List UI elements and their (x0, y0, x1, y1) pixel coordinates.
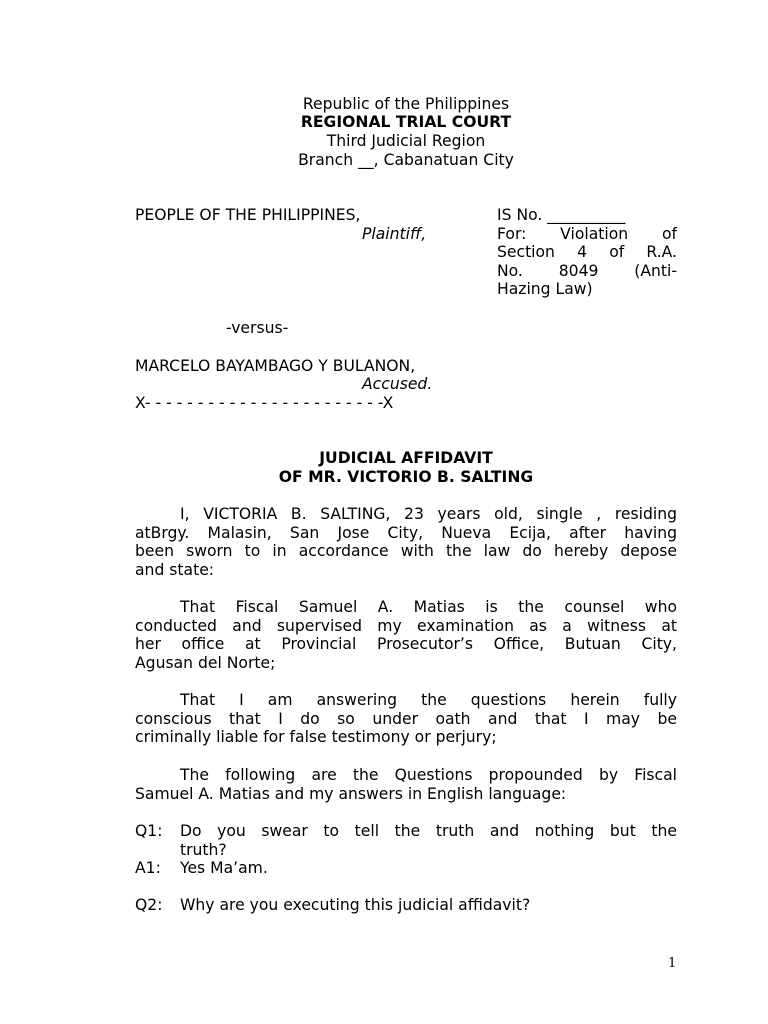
paragraph-questions-intro (135, 766, 677, 803)
plaintiff-name: PEOPLE OF THE PHILIPPINES, (135, 206, 361, 224)
question-label: Q1: (135, 822, 163, 840)
paragraph-intro (135, 505, 677, 579)
header-republic: Republic of the Philippines (302, 95, 510, 113)
paragraph-line: her office at Provincial Prosecutor’s Office, Butuan City, (135, 635, 677, 653)
paragraph-line: That Fiscal Samuel A. Matias is the counsel who (180, 598, 677, 616)
accused-name: MARCELO BAYAMBAGO Y BULANON, (135, 357, 416, 375)
affidavit-subtitle: OF MR. VICTORIO B. SALTING (278, 468, 534, 486)
case-number-block (497, 206, 677, 299)
question-label: Q2: (135, 896, 163, 914)
paragraph-line: been sworn to in accordance with the law do hereby depose (135, 542, 677, 560)
paragraph-line: conscious that I do so under oath and that I may be (135, 709, 677, 728)
answer-label: A1: (135, 859, 161, 877)
paragraph-line: atBrgy. Malasin, San Jose City, Nueva Ecija, after having (135, 523, 677, 542)
question-line: Do you swear to tell the truth and nothing but the (180, 822, 677, 840)
plaintiff-label: Plaintiff, (362, 225, 427, 243)
paragraph-oath (135, 691, 677, 747)
paragraph-line: and state: (135, 560, 215, 579)
affidavit-title: JUDICIAL AFFIDAVIT (319, 449, 493, 467)
header-region: Third Judicial Region (326, 132, 486, 150)
charge-line: Hazing Law) (497, 280, 593, 298)
paragraph-line: criminally liable for false testimony or perjury; (135, 728, 497, 746)
question-text: Why are you executing this judicial affidavit? (180, 896, 531, 914)
paragraph-line: Agusan del Norte; (135, 653, 276, 672)
question-text (180, 822, 677, 859)
charge-line: No. 8049 (Anti- (497, 261, 677, 280)
question-line: truth? (180, 840, 227, 859)
header-branch: Branch __, Cabanatuan City (298, 151, 514, 169)
case-number: IS No. __________ (497, 206, 626, 224)
paragraph-line: I, VICTORIA B. SALTING, 23 years old, single , residing (180, 505, 677, 523)
answer-text: Yes Ma’am. (180, 859, 268, 877)
paragraph-counsel (135, 598, 677, 672)
header-court: REGIONAL TRIAL COURT (300, 113, 512, 131)
accused-label: Accused. (362, 375, 433, 393)
charge-line: Section 4 of R.A. (497, 243, 677, 261)
versus-text: -versus- (226, 319, 289, 337)
paragraph-line: The following are the Questions propounded by Fiscal (180, 766, 677, 784)
paragraph-line: conducted and supervised my examination as a witness at (135, 616, 677, 635)
paragraph-line: That I am answering the questions herein fully (180, 691, 677, 709)
caption-separator: X- - - - - - - - - - - - - - - - - - - - - - -X (135, 394, 394, 412)
charge-line: For: Violation of (497, 224, 677, 243)
page-number: 1 (668, 956, 677, 971)
paragraph-line: Samuel A. Matias and my answers in English language: (135, 784, 567, 803)
